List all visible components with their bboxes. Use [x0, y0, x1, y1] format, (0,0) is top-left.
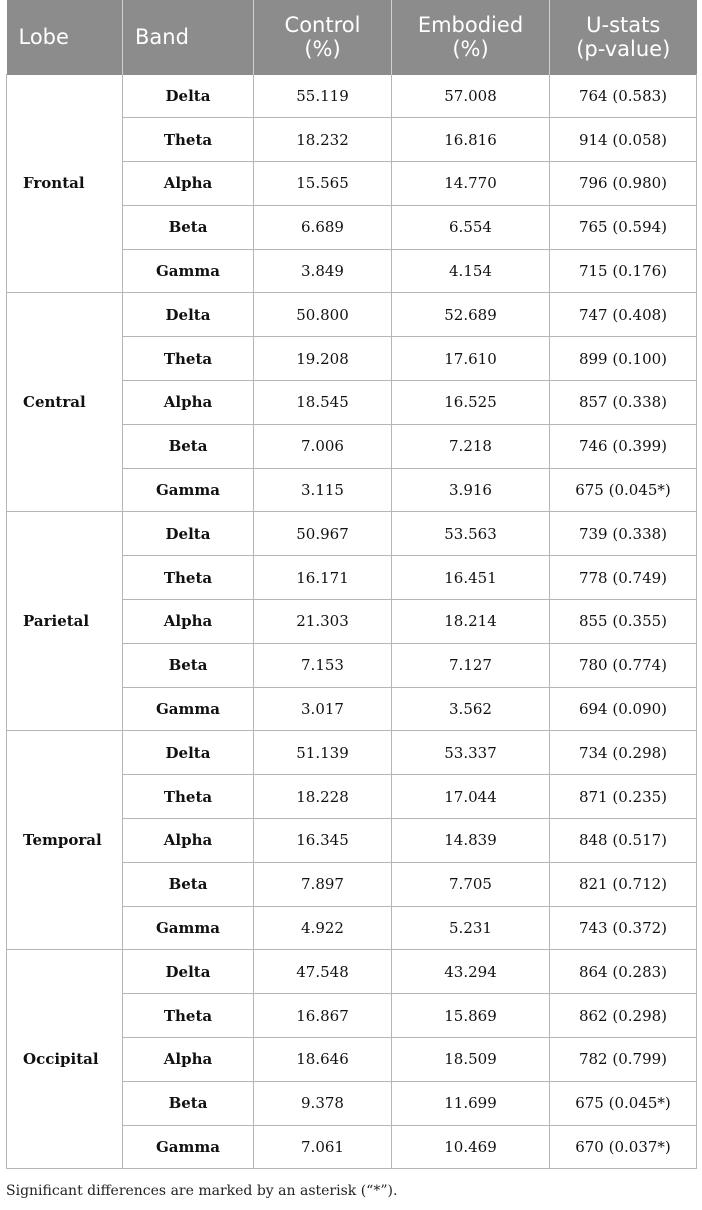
embodied-cell: 14.839: [392, 819, 550, 863]
band-cell: Alpha: [123, 381, 254, 425]
control-cell: 16.867: [254, 994, 392, 1038]
table-body: [7, 74, 697, 1169]
band-cell: Delta: [123, 731, 254, 775]
control-cell: 9.378: [254, 1081, 392, 1125]
table-row: [7, 293, 697, 337]
embodied-cell: 10.469: [392, 1125, 550, 1169]
lobe-cell: Occipital: [7, 950, 123, 1169]
control-cell: 50.800: [254, 293, 392, 337]
ustats-cell: 864 (0.283): [550, 950, 697, 994]
ustats-cell: 862 (0.298): [550, 994, 697, 1038]
ustats-cell: 857 (0.338): [550, 381, 697, 425]
ustats-cell: 765 (0.594): [550, 205, 697, 249]
embodied-cell: 17.610: [392, 337, 550, 381]
control-cell: 3.849: [254, 249, 392, 293]
band-cell: Delta: [123, 950, 254, 994]
embodied-cell: 4.154: [392, 249, 550, 293]
band-cell: Gamma: [123, 906, 254, 950]
ustats-cell: 821 (0.712): [550, 862, 697, 906]
embodied-cell: 5.231: [392, 906, 550, 950]
band-cell: Beta: [123, 1081, 254, 1125]
ustats-cell: 780 (0.774): [550, 643, 697, 687]
embodied-cell: 3.916: [392, 468, 550, 512]
control-cell: 4.922: [254, 906, 392, 950]
control-cell: 18.232: [254, 118, 392, 162]
control-cell: 7.006: [254, 424, 392, 468]
band-cell: Beta: [123, 424, 254, 468]
ustats-cell: 764 (0.583): [550, 74, 697, 118]
ustats-cell: 675 (0.045*): [550, 1081, 697, 1125]
table-footnote: Significant differences are marked by an asterisk (“*”).: [6, 1183, 398, 1199]
ustats-cell: 855 (0.355): [550, 600, 697, 644]
ustats-cell: 747 (0.408): [550, 293, 697, 337]
band-cell: Theta: [123, 337, 254, 381]
control-cell: 16.345: [254, 819, 392, 863]
control-cell: 6.689: [254, 205, 392, 249]
embodied-cell: 7.127: [392, 643, 550, 687]
embodied-cell: 52.689: [392, 293, 550, 337]
header-row: [7, 0, 697, 74]
header-ustats: U-stats (p-value): [550, 0, 697, 74]
ustats-cell: 675 (0.045*): [550, 468, 697, 512]
ustats-cell: 914 (0.058): [550, 118, 697, 162]
header-control: Control (%): [254, 0, 392, 74]
embodied-cell: 15.869: [392, 994, 550, 1038]
embodied-cell: 53.337: [392, 731, 550, 775]
ustats-cell: 670 (0.037*): [550, 1125, 697, 1169]
embodied-cell: 18.509: [392, 1038, 550, 1082]
embodied-cell: 14.770: [392, 162, 550, 206]
ustats-cell: 743 (0.372): [550, 906, 697, 950]
control-cell: 18.228: [254, 775, 392, 819]
control-cell: 55.119: [254, 74, 392, 118]
band-cell: Beta: [123, 862, 254, 906]
control-cell: 3.115: [254, 468, 392, 512]
table-row: [7, 512, 697, 556]
table-row: [7, 950, 697, 994]
embodied-cell: 18.214: [392, 600, 550, 644]
header-lobe: Lobe: [7, 0, 123, 74]
embodied-cell: 16.451: [392, 556, 550, 600]
lobe-cell: Parietal: [7, 512, 123, 731]
band-cell: Delta: [123, 74, 254, 118]
embodied-cell: 3.562: [392, 687, 550, 731]
ustats-cell: 739 (0.338): [550, 512, 697, 556]
embodied-cell: 7.218: [392, 424, 550, 468]
control-cell: 7.061: [254, 1125, 392, 1169]
band-cell: Theta: [123, 775, 254, 819]
ustats-cell: 734 (0.298): [550, 731, 697, 775]
control-cell: 47.548: [254, 950, 392, 994]
ustats-cell: 871 (0.235): [550, 775, 697, 819]
control-cell: 16.171: [254, 556, 392, 600]
band-cell: Gamma: [123, 249, 254, 293]
band-cell: Gamma: [123, 1125, 254, 1169]
embodied-cell: 11.699: [392, 1081, 550, 1125]
control-cell: 15.565: [254, 162, 392, 206]
table-header: [7, 0, 697, 74]
table-row: [7, 74, 697, 118]
ustats-cell: 848 (0.517): [550, 819, 697, 863]
ustats-cell: 715 (0.176): [550, 249, 697, 293]
band-cell: Delta: [123, 293, 254, 337]
lobe-cell: Central: [7, 293, 123, 512]
control-cell: 7.897: [254, 862, 392, 906]
embodied-cell: 16.816: [392, 118, 550, 162]
control-cell: 19.208: [254, 337, 392, 381]
embodied-cell: 16.525: [392, 381, 550, 425]
control-cell: 3.017: [254, 687, 392, 731]
control-cell: 18.646: [254, 1038, 392, 1082]
embodied-cell: 6.554: [392, 205, 550, 249]
header-embodied: Embodied (%): [392, 0, 550, 74]
band-cell: Theta: [123, 994, 254, 1038]
band-cell: Beta: [123, 643, 254, 687]
embodied-cell: 43.294: [392, 950, 550, 994]
band-cell: Alpha: [123, 600, 254, 644]
results-table: [6, 0, 697, 1169]
control-cell: 51.139: [254, 731, 392, 775]
control-cell: 50.967: [254, 512, 392, 556]
band-cell: Alpha: [123, 162, 254, 206]
control-cell: 21.303: [254, 600, 392, 644]
table-row: [7, 731, 697, 775]
ustats-cell: 778 (0.749): [550, 556, 697, 600]
band-cell: Beta: [123, 205, 254, 249]
band-cell: Gamma: [123, 687, 254, 731]
band-cell: Alpha: [123, 819, 254, 863]
embodied-cell: 17.044: [392, 775, 550, 819]
band-cell: Theta: [123, 118, 254, 162]
embodied-cell: 53.563: [392, 512, 550, 556]
band-cell: Alpha: [123, 1038, 254, 1082]
band-cell: Delta: [123, 512, 254, 556]
ustats-cell: 796 (0.980): [550, 162, 697, 206]
ustats-cell: 746 (0.399): [550, 424, 697, 468]
control-cell: 18.545: [254, 381, 392, 425]
header-band: Band: [123, 0, 254, 74]
lobe-cell: Frontal: [7, 74, 123, 293]
ustats-cell: 694 (0.090): [550, 687, 697, 731]
band-cell: Theta: [123, 556, 254, 600]
embodied-cell: 7.705: [392, 862, 550, 906]
lobe-cell: Temporal: [7, 731, 123, 950]
embodied-cell: 57.008: [392, 74, 550, 118]
ustats-cell: 899 (0.100): [550, 337, 697, 381]
ustats-cell: 782 (0.799): [550, 1038, 697, 1082]
band-cell: Gamma: [123, 468, 254, 512]
control-cell: 7.153: [254, 643, 392, 687]
